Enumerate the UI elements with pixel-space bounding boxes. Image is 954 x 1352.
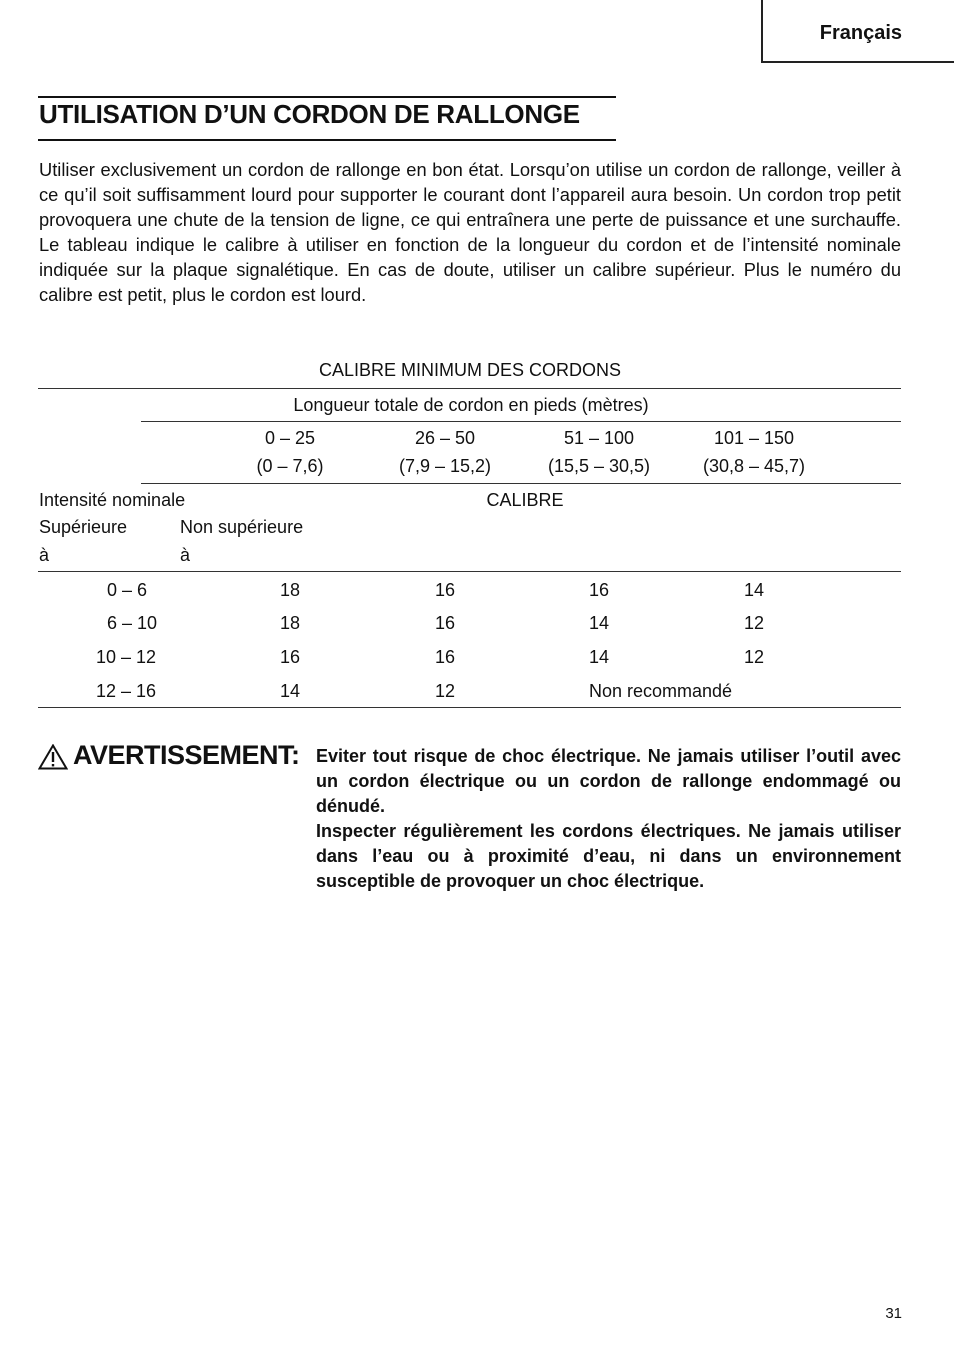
warning-triangle-icon [38,744,68,770]
row-3-gauge-2: 16 [434,647,456,667]
col-2-meters: (7,9 – 15,2) [398,456,492,476]
col-3-meters: (15,5 – 30,5) [547,456,651,476]
language-tab [761,0,954,63]
row-1-gauge-2: 16 [434,580,456,600]
row-4-gauge-2: 12 [434,681,456,701]
row-1-gauge-4: 14 [743,580,765,600]
gauge-header: CALIBRE [486,490,564,510]
title-top-rule [38,96,616,98]
not-over-label-suffix: à [180,545,191,565]
col-3-feet: 51 – 100 [563,428,635,448]
amp-header: Intensité nominale [39,490,186,510]
length-header-rule [141,421,901,422]
col-1-meters: (0 – 7,6) [256,456,324,476]
row-3-gauge-4: 12 [743,647,765,667]
page-number: 31 [885,1305,902,1322]
row-4-gauge-3: Non recommandé [589,681,733,701]
row-2-gauge-4: 12 [743,613,765,633]
intro-paragraph: Utiliser exclusivement un cordon de rallonge en bon état. Lorsqu’on utilise un cordon de rallonge, veiller à ce qu’il soit suffisamment lourd pour supporter le courant dont l’appareil aura besoin. Un cordon trop petit provoquera une chute de la tension de ligne, ce qui entraînera une perte de puissance et une surchauffe. Le tableau indique le calibre à utiliser en fonction de la longueur du cordon et de l’intensité nominale indiquée sur la plaque signalétique. En cas de doute, utiliser un calibre supérieur. Plus le numéro du calibre est petit, plus le cordon est lourd. [39,159,901,305]
col-4-feet: 101 – 150 [713,428,795,448]
warning-paragraph-2: Inspecter régulièrement les cordons électriques. Ne jamais utiliser dans l’eau ou à proximité d’eau, ni dans un environnement susceptible de provoquer un choc électrique. [316,821,901,891]
warning-paragraph-1: Eviter tout risque de choc électrique. Ne jamais utiliser l’outil avec un cordon électrique ou un cordon de rallonge endommagé ou dénudé. [316,746,901,816]
table-bottom-rule [38,707,901,708]
title-underline [38,139,616,141]
table-title: CALIBRE MINIMUM DES CORDONS [318,360,622,380]
col-4-meters: (30,8 – 45,7) [702,456,806,476]
row-4-range: 12 – 16 [96,681,157,701]
row-2-range: 6 – 10 [107,613,158,633]
row-2-gauge-2: 16 [434,613,456,633]
row-3-gauge-3: 14 [588,647,610,667]
section-title: UTILISATION D’UN CORDON DE RALLONGE [39,99,580,129]
row-3-range: 10 – 12 [96,647,157,667]
over-label-suffix: à [39,545,50,565]
row-1-range: 0 – 6 [107,580,148,600]
language-label: Français [819,22,902,44]
length-header: Longueur totale de cordon en pieds (mètres) [293,395,649,415]
row-4-gauge-1: 14 [279,681,301,701]
col-1-feet: 0 – 25 [264,428,316,448]
row-3-gauge-1: 16 [279,647,301,667]
columns-rule [141,483,901,484]
over-label: Supérieure [39,517,128,537]
row-2-gauge-1: 18 [279,613,301,633]
col-2-feet: 26 – 50 [414,428,476,448]
header-bottom-rule [38,571,901,572]
not-over-label: Non supérieure [180,517,304,537]
warning-title: AVERTISSEMENT: [73,740,300,770]
warning-body [316,744,901,894]
row-1-gauge-1: 18 [279,580,301,600]
row-1-gauge-3: 16 [588,580,610,600]
table-top-rule [38,388,901,389]
row-2-gauge-3: 14 [588,613,610,633]
